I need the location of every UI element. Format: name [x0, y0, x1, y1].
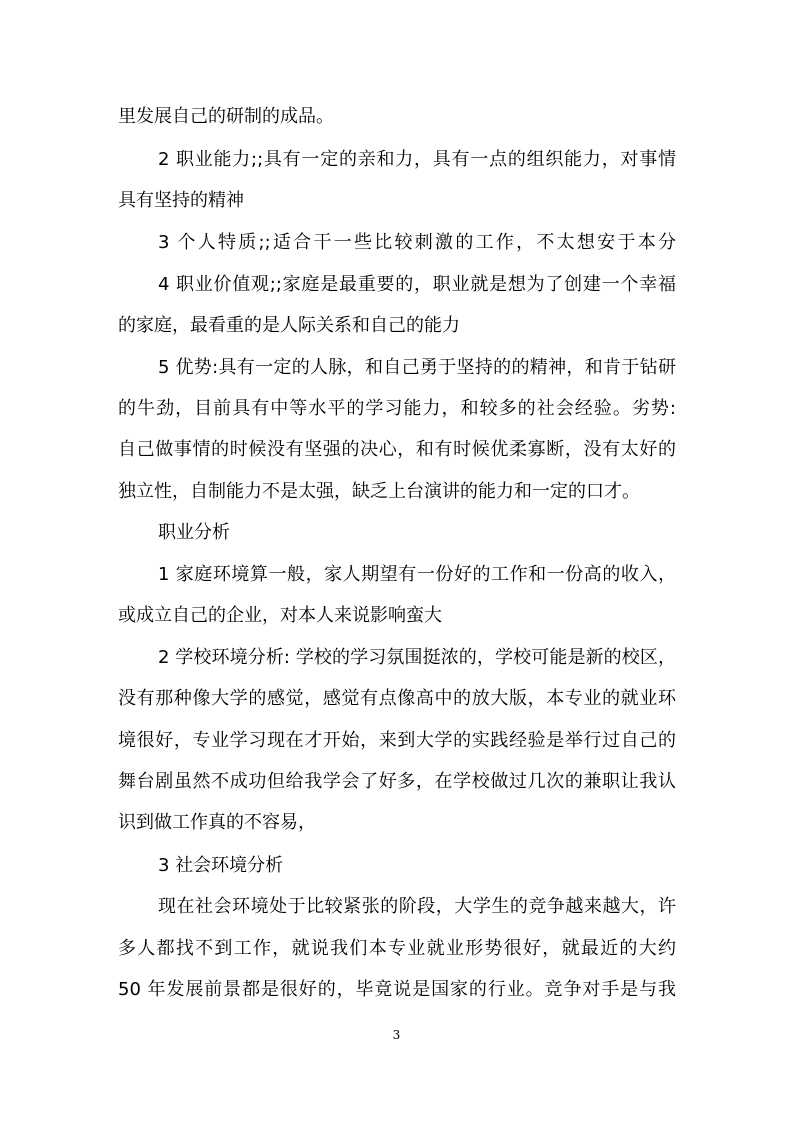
text-line: 里发展自己的研制的成品。 [118, 106, 334, 127]
text-line: 识到做工作真的不容易， [118, 812, 316, 833]
text-line: 现在社会环境处于比较紧张的阶段，大学生的竞争越来越大，许 [158, 896, 676, 917]
text-line: 2 职业能力;;具有一定的亲和力，具有一点的组织能力，对事情 [158, 149, 676, 170]
text-line: 3 个人特质;;适合干一些比较刺激的工作，不太想安于本分 [158, 232, 676, 253]
text-line: 5 优势:具有一定的人脉，和自己勇于坚持的的精神，和肯于钻研 [158, 357, 676, 378]
text-line: 独立性，自制能力不是太强，缺乏上台演讲的能力和一定的口才。 [118, 481, 640, 502]
text-line: 的家庭，最看重的是人际关系和自己的能力 [118, 315, 460, 336]
text-line: 4 职业价值观;;家庭是最重要的，职业就是想为了创建一个幸福 [158, 274, 676, 295]
page-number: 3 [392, 1028, 401, 1042]
text-line: 境很好，专业学习现在才开始，来到大学的实践经验是举行过自己的 [118, 730, 676, 751]
text-line: 1 家庭环境算一般，家人期望有一份好的工作和一份高的收入， [158, 564, 676, 585]
section-heading: 3 社会环境分析 [158, 855, 284, 876]
text-line: 2 学校环境分析: 学校的学习氛围挺浓的，学校可能是新的校区， [158, 647, 676, 668]
text-line: 多人都找不到工作，就说我们本专业就业形势很好，就最近的大约 [118, 938, 676, 959]
text-line: 的牛劲，目前具有中等水平的学习能力，和较多的社会经验。劣势: [118, 398, 676, 419]
text-line: 舞台剧虽然不成功但给我学会了好多，在学校做过几次的兼职让我认 [118, 771, 676, 792]
text-line: 没有那种像大学的感觉，感觉有点像高中的放大版，本专业的就业环 [118, 688, 676, 709]
text-line: 自己做事情的时候没有坚强的决心，和有时候优柔寡断，没有太好的 [118, 439, 676, 460]
text-line: 50 年发展前景都是很好的，毕竟说是国家的行业。竞争对手是与我 [118, 979, 676, 1000]
text-line: 或成立自己的企业，对本人来说影响蛮大 [118, 605, 442, 626]
text-line: 具有坚持的精神 [118, 190, 244, 211]
section-heading: 职业分析 [158, 522, 230, 543]
